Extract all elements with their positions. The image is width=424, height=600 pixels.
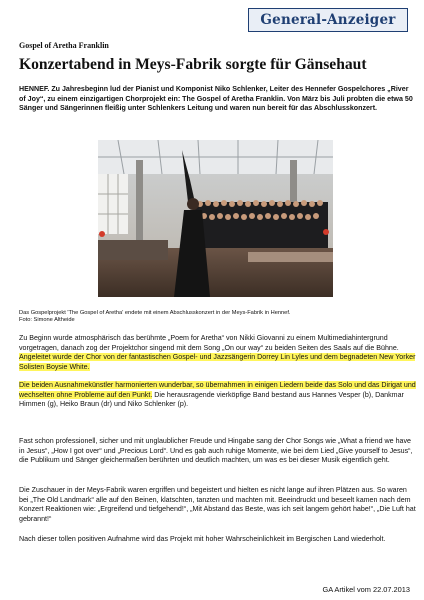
- paragraph-3: Fast schon professionell, sicher und mit unglaublicher Freude und Hingabe sang der Chor Songs wie „What a friend we have in Jesus“, „How I got over“ und „Precious Lord“. Und es gab auch ruhige Momente, wie bei dem Lied „Give yourself to Jesus“, die Publikum und Sänger gleichermaßen berührten und deutlich machten, um was es bei dieser Musik eigentlich geht.: [19, 437, 413, 465]
- article-kicker: Gospel of Aretha Franklin: [19, 41, 109, 50]
- footer-date: GA Artikel vom 22.07.2013: [322, 585, 410, 594]
- paragraph-4: Die Zuschauer in der Meys-Fabrik waren ergriffen und begeistert und hielten es nicht lange auf ihren Plätzen aus. So waren bei „The Old Landmark“ alle auf den Beinen, klatschten, tanzten und machten mit. Beeindruckt und beseelt kamen nach dem Konzert Reaktionen wie: „Ergreifend und tiefgehend!“, „Mit Abstand das Beste, was ich seit langem gehört habe!“, „Die Luft hat gebrannt!“: [19, 486, 416, 523]
- paragraph-1: [19, 334, 416, 372]
- paragraph-2: [19, 381, 416, 410]
- paragraph-1-highlight: Angeleitet wurde der Chor von der fantastischen Gospel- und Jazzsängerin Dorrey Lin Lyles und dem begnadeten New Yorker Solisten Boysie White.: [19, 353, 416, 371]
- photo-credit: Foto: Simone Altheide: [19, 317, 75, 324]
- paragraph-2-text: Die herausragende vierköpfige Band bestand aus Hannes Vesper (b), Dankmar Himmen (g), Heiko Braun (dr) und Niko Schlenker (p).: [19, 390, 404, 409]
- paragraph-1-text: Zu Beginn wurde atmosphärisch das berühmte „Poem for Aretha“ von Nikki Giovanni zu einem Multimediahintergrund vorgetragen, danach zog der Projektchor singend mit dem Song „On our way“ zu beiden Seiten des Saals auf die Bühne.: [19, 334, 399, 352]
- article-lead: HENNEF. Zu Jahresbeginn lud der Pianist und Komponist Niko Schlenker, Leiter des Hennefer Gospelchores „River of Joy“, zu einem einzigartigen Chorprojekt ein: The Gospel of Aretha Franklin. Von März bis Juli probten die etwa 50 Sänger und Sängerinnen fleißig unter Schlenkers Leitung und waren nun bereit für das Abschlusskonzert.: [19, 85, 413, 113]
- choir-concert-photo: [98, 140, 333, 297]
- article-headline: Konzertabend in Meys-Fabrik sorgte für Gänsehaut: [19, 56, 367, 73]
- paragraph-5: Nach dieser tollen positiven Aufnahme wird das Projekt mit hoher Wahrscheinlichkeit im Bergischen Land wiederholt.: [19, 535, 386, 543]
- photo-caption-block: [19, 310, 414, 325]
- logo-text: General-Anzeiger: [260, 12, 396, 28]
- general-anzeiger-logo: [248, 8, 408, 32]
- photo-caption: Das Gospelprojekt 'The Gospel of Aretha' endete mit einem Abschlusskonzert in der Meys-Fabrik in Hennef.: [19, 310, 291, 316]
- paragraph-2-highlight: Die beiden Ausnahmekünstler harmonierten wunderbar, so übernahmen in einigen Liedern beide das Solo und das Dirigat und wechselten ohne Probleme auf den Punkt.: [19, 381, 416, 399]
